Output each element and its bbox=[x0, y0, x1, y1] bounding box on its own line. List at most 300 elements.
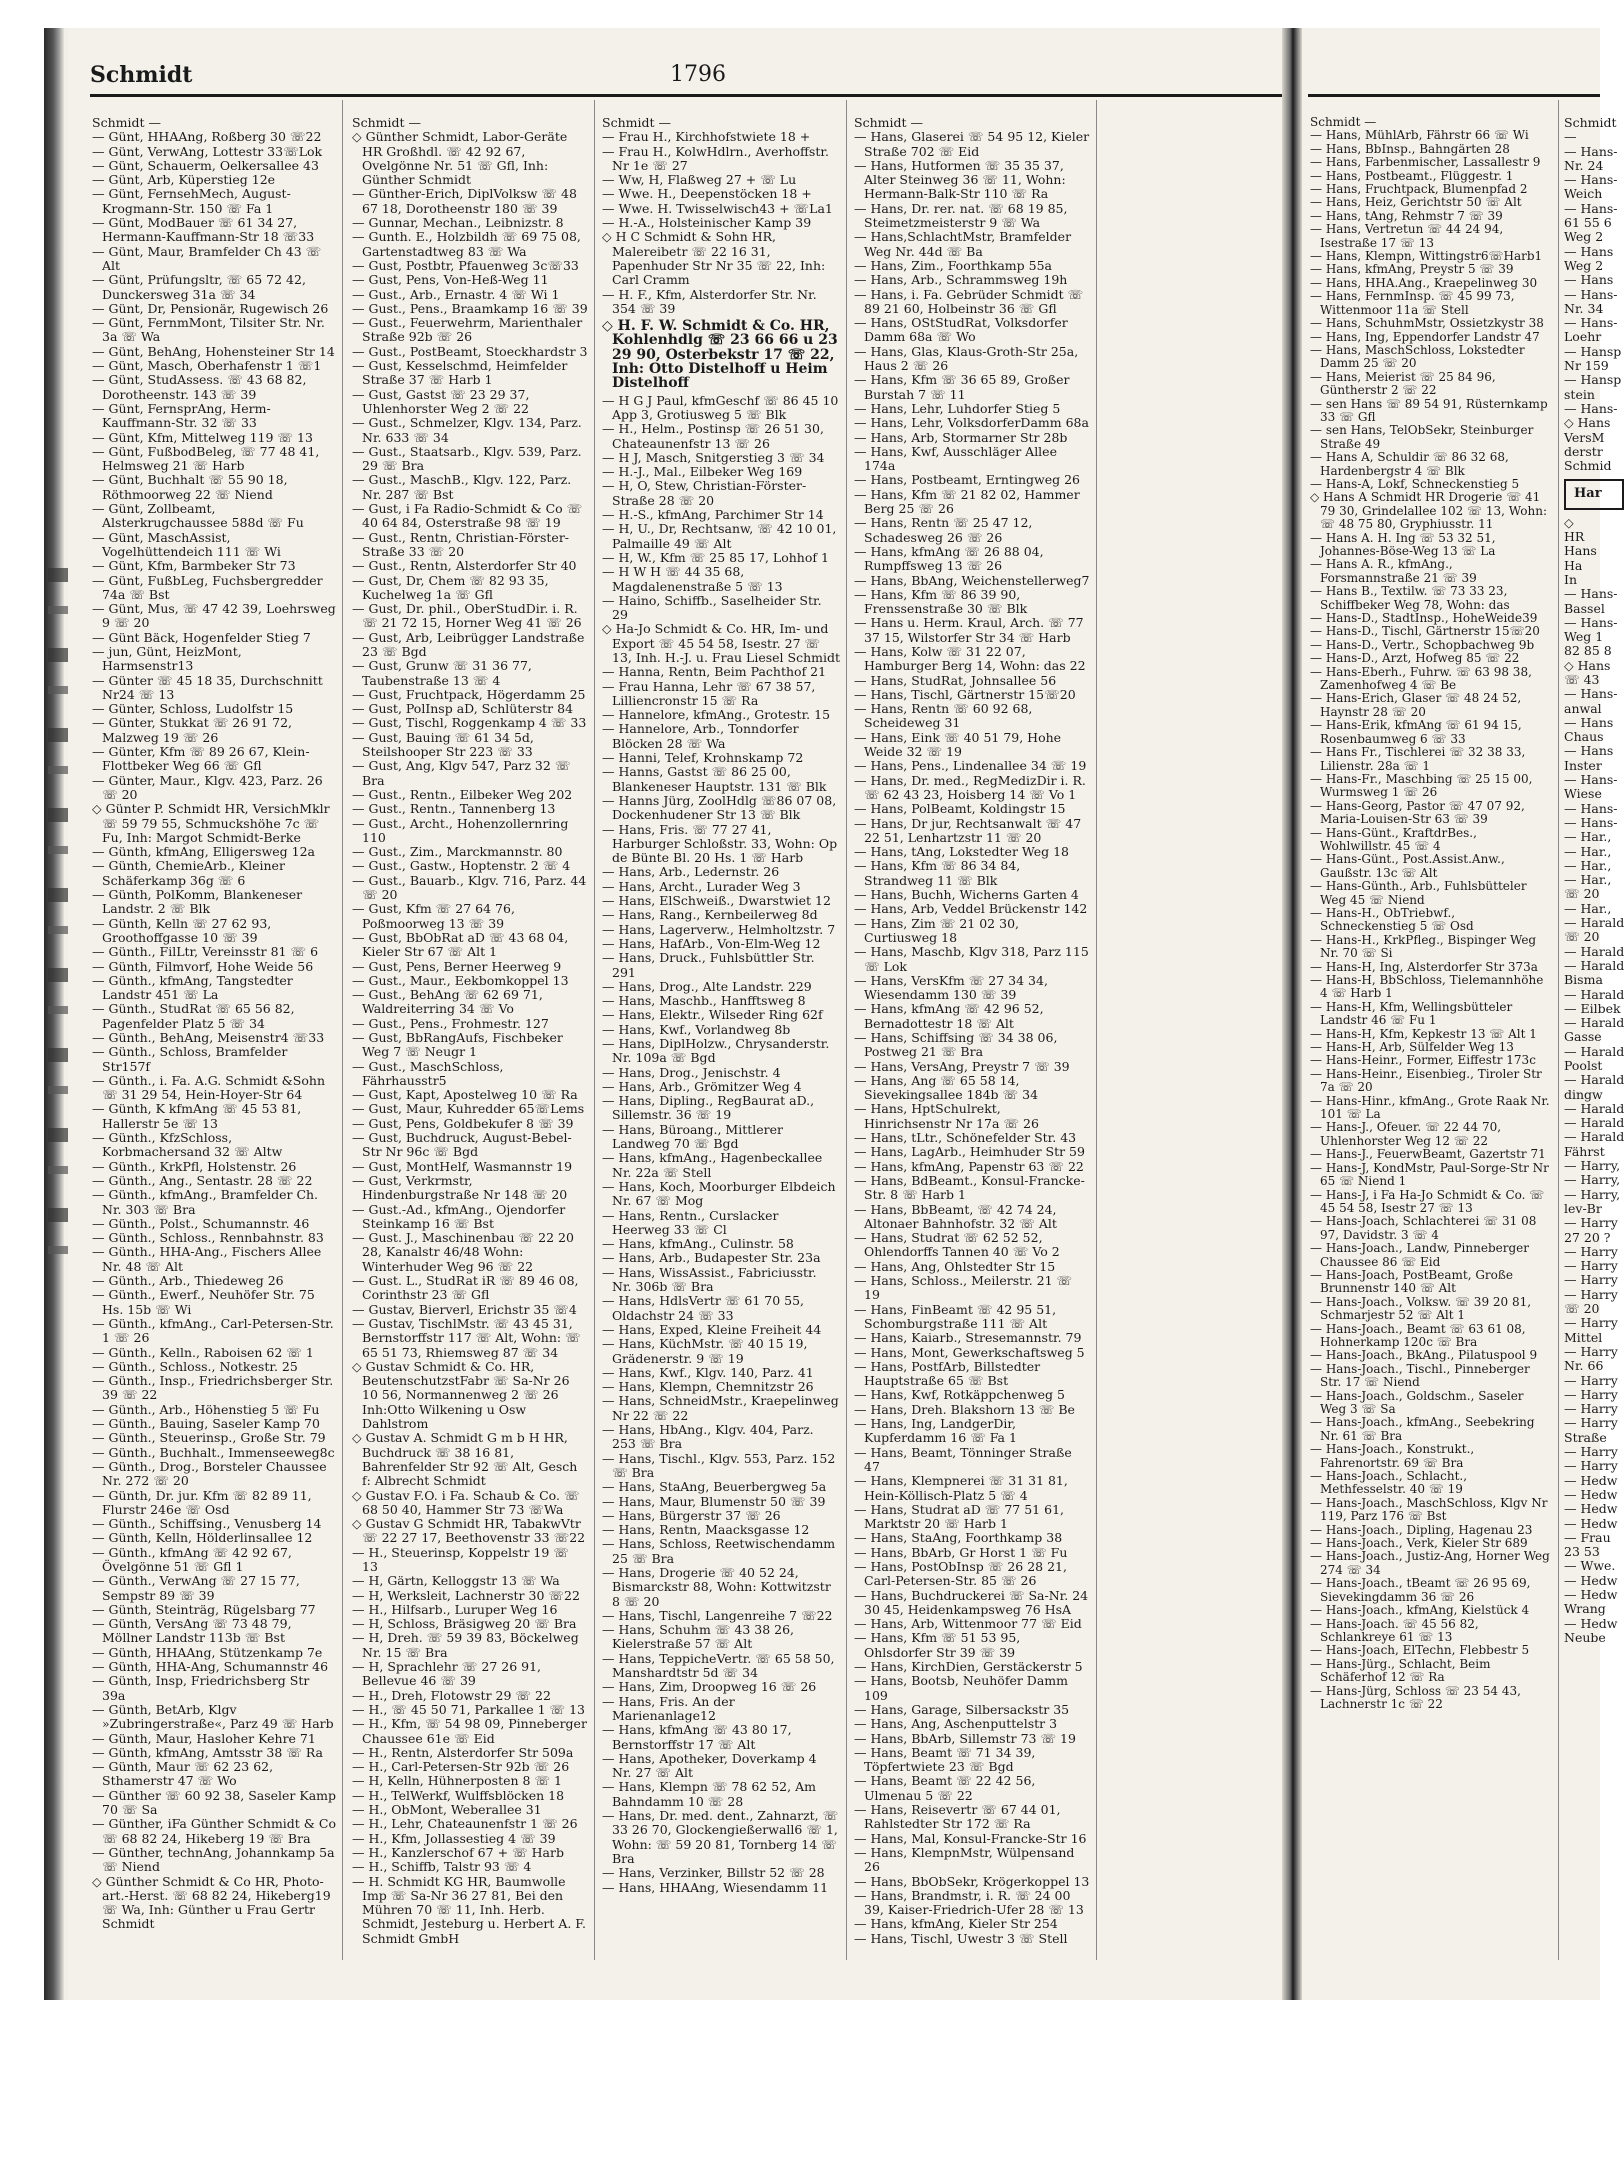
directory-entry: — Hans-Jürg, Schloss ☏ 23 54 43, Lachnerstr 1c ☏ 22 bbox=[1310, 1683, 1521, 1711]
directory-entry: — Günth., Polst., Schumannstr. 46 bbox=[92, 1215, 310, 1231]
directory-entry: — Harald bbox=[1564, 943, 1624, 959]
directory-entry: — Frau H., Kirchhofstwiete 18 + bbox=[602, 129, 811, 145]
directory-entry: — Günth, BetArb, Klgv »Zubringerstraße«, Parz 49 ☏ Harb bbox=[92, 1701, 334, 1732]
directory-entry: — Hans- bbox=[1564, 172, 1618, 188]
directory-entry: — Hans-Joach. ☏ 45 56 82, Schlankreye 61 ☏ 13 bbox=[1310, 1616, 1479, 1644]
directory-entry: — Günth., Steuerinsp., Große Str. 79 bbox=[92, 1430, 326, 1446]
directory-entry: — Hanns Jürg, ZoolHdlg ☏86 07 08, Dockenhudener Str 13 ☏ Blk bbox=[602, 792, 837, 823]
directory-entry: — Gust, PolInsp aD, Schlüterstr 84 bbox=[352, 701, 574, 717]
directory-entry: — Gustav, Bierverl, Erichstr 35 ☏4 bbox=[352, 1301, 577, 1317]
directory-entry: — Gust, Pens, Von-Heß-Weg 11 bbox=[352, 272, 549, 288]
directory-entry: — Hans- bbox=[1564, 200, 1618, 216]
directory-entry: — Hans bbox=[1564, 272, 1614, 288]
directory-entry: — Günther, iFa Günther Schmidt & Co ☏ 68 82 24, Hikeberg 19 ☏ Bra bbox=[92, 1816, 336, 1846]
directory-entry: — Hans A. R., kfmAng., Forsmannstraße 21 ☏ 39 bbox=[1310, 557, 1477, 585]
directory-entry: — Hans-Joach., Beamt ☏ 63 61 08, Hohnerkamp 120c ☏ Bra bbox=[1310, 1321, 1526, 1349]
directory-entry: — Hans, Ang, Ohlstedter Str 15 bbox=[854, 1258, 1056, 1274]
directory-entry: — Harald bbox=[1564, 1015, 1624, 1031]
directory-entry: — Hans, Dreh. Blakshorn 13 ☏ Be bbox=[854, 1401, 1075, 1417]
directory-entry: — Gust., Bauarb., Klgv. 716, Parz. 44 ☏ 20 bbox=[352, 872, 587, 903]
directory-entry: — H.-S., kfmAng, Parchimer Str 14 bbox=[602, 507, 824, 523]
directory-entry: — Gust., Schmelzer, Klgv. 134, Parz. Nr. 633 ☏ 34 bbox=[352, 415, 582, 445]
directory-entry: — Günter, Schloss, Ludolfstr 15 bbox=[92, 701, 294, 717]
directory-entry: — Hans, Fris. ☏ 77 27 41, Harburger Schloßstr. 33, Wohn: Op de Bünte Bl. 20 Hs. 1 ☏ Harb bbox=[602, 821, 838, 866]
directory-entry: Hans bbox=[1564, 543, 1597, 559]
directory-entry: — H J, Masch, Snitgerstieg 3 ☏ 34 bbox=[602, 449, 825, 465]
directory-entry: ◇ H. F. W. Schmidt & Co. HR, Kohlenhdlg ☏ 23 66 66 u 23 29 90, Osterbekstr 17 ☏ 22, Inh: Otto Distelhoff u Heim Distelhoff bbox=[602, 318, 838, 392]
directory-entry: — Hans-Heinr., Former, Eiffestr 173c bbox=[1310, 1053, 1536, 1068]
directory-entry: — Hans, Ang ☏ 65 58 14, Sievekingsallee 184b ☏ 34 bbox=[854, 1072, 1039, 1103]
directory-entry: anwal bbox=[1564, 700, 1602, 716]
directory-entry: — Günth., Drog., Borsteler Chaussee Nr. 272 ☏ 20 bbox=[92, 1458, 327, 1489]
directory-entry: lev-Br bbox=[1564, 1200, 1602, 1216]
column-divider bbox=[846, 100, 847, 1960]
page-header bbox=[90, 62, 1280, 94]
directory-entry: — Gust, i Fa Radio-Schmidt & Co ☏ 40 64 84, Osterstraße 98 ☏ 19 bbox=[352, 501, 583, 531]
directory-entry: Mittel bbox=[1564, 1329, 1603, 1345]
directory-entry: — H., Lehr, Chateaunenfstr 1 ☏ 26 bbox=[352, 1816, 578, 1832]
directory-entry: — Hans, Dipling., RegBaurat aD., Sillemstr. 36 ☏ 19 bbox=[602, 1093, 815, 1123]
directory-entry: — Günt, Arb, Küperstieg 12e bbox=[92, 172, 276, 188]
directory-entry: — Hans, PostfArb, Billstedter Hauptstraße 65 ☏ Bst bbox=[854, 1358, 1041, 1389]
directory-entry: — Hans-J., FeuerwBeamt, Gazertstr 71 bbox=[1310, 1147, 1546, 1162]
directory-entry: — Hans, Arb., Grömitzer Weg 4 bbox=[602, 1078, 802, 1094]
directory-entry: — Hans-Georg, Pastor ☏ 47 07 92, Maria-Louisen-Str 63 ☏ 39 bbox=[1310, 798, 1525, 827]
directory-entry: — Günth., Schloss., Notkestr. 25 bbox=[92, 1358, 298, 1374]
directory-entry: — Günth., Buchhalt., Immenseeweg8c bbox=[92, 1444, 335, 1460]
directory-entry: — Gust, Postbtr, Pfauenweg 3c☏33 bbox=[352, 257, 579, 273]
directory-entry: — Hans, MaschSchloss, Lokstedter Damm 25 ☏ 20 bbox=[1310, 342, 1525, 371]
directory-entry: — Hansp bbox=[1564, 372, 1622, 388]
directory-entry: — Ww, H, Flaßweg 27 + ☏ Lu bbox=[602, 172, 797, 188]
directory-entry: — Günt, FußbodBeleg, ☏ 77 48 41, Helmsweg 21 ☏ Harb bbox=[92, 443, 320, 474]
directory-entry: — Hans, Zim., Foorthkamp 55a bbox=[854, 257, 1052, 273]
directory-entry: Ha bbox=[1564, 557, 1583, 573]
directory-entry: — Hannelore, Arb., Tonndorfer Blöcken 28 ☏ Wa bbox=[602, 721, 799, 751]
directory-entry: — Gust, Dr, Chem ☏ 82 93 35, Kuchelweg 1a ☏ Gfl bbox=[352, 572, 549, 602]
directory-entry: — Hans- bbox=[1564, 614, 1618, 630]
directory-entry: — Harry, bbox=[1564, 1158, 1621, 1174]
directory-entry: — Harry bbox=[1564, 1458, 1618, 1474]
directory-entry: — Hans, Brandmstr, i. R. ☏ 24 00 39, Kaiser-Friedrich-Ufer 28 ☏ 13 bbox=[854, 1887, 1084, 1918]
directory-entry: ◇ bbox=[1564, 514, 1574, 530]
directory-entry: — Hans, Dr jur, Rechtsanwalt ☏ 47 22 51, Lenhartzstr 11 ☏ 20 bbox=[854, 815, 1082, 845]
directory-entry: — Hans-Joach., Konstrukt., Fahrenortstr. 69 ☏ Bra bbox=[1310, 1442, 1475, 1470]
directory-entry: — Hans-Joach, ElTechn, Flebbestr 5 bbox=[1310, 1643, 1530, 1658]
directory-entry: — Hans, Kfm ☏ 86 39 90, Frenssenstraße 30 ☏ Blk bbox=[854, 586, 1028, 617]
directory-entry: — Gust, BbRangAufs, Fischbeker Weg 7 ☏ Neugr 1 bbox=[352, 1030, 563, 1060]
directory-entry: Wiese bbox=[1564, 786, 1602, 802]
directory-entry: — Hans- bbox=[1564, 814, 1618, 830]
directory-entry: Nr. 34 bbox=[1564, 300, 1604, 316]
directory-entry: — Hans, HptSchulrekt, Hinrichsenstr Nr 17a ☏ 26 bbox=[854, 1101, 1039, 1131]
directory-entry: — Hans, Tischl, Langenreihe 7 ☏22 bbox=[602, 1607, 833, 1623]
directory-entry: — Günt, FernsprAng, Herm-Kauffmann-Str. 32 ☏ 33 bbox=[92, 400, 271, 431]
directory-entry: — Hedw bbox=[1564, 1472, 1618, 1488]
directory-entry: — Hans, Beamt ☏ 71 34 39, Töpfertwiete 23 ☏ Bgd bbox=[854, 1744, 1036, 1775]
directory-entry: dingw bbox=[1564, 1086, 1603, 1102]
page-fold bbox=[1282, 28, 1302, 2000]
directory-entry: — Hans bbox=[1564, 714, 1614, 730]
directory-entry: — Günth, ChemieArb., Kleiner Schäferkamp 36g ☏ 6 bbox=[92, 858, 285, 888]
directory-entry: — Hans, HHAAng, Wiesendamm 11 bbox=[602, 1879, 829, 1895]
directory-entry: — Günth., Ewerf., Neuhöfer Str. 75 Hs. 15b ☏ Wi bbox=[92, 1287, 315, 1317]
directory-entry: — Hans, kfmAng ☏ 43 80 17, Bernstorffstr 17 ☏ Alt bbox=[602, 1722, 792, 1752]
directory-entry: — Hans-H, BbSchloss, Tielemannhöhe 4 ☏ Harb 1 bbox=[1310, 973, 1544, 1001]
directory-entry: — Hans-Günt., Post.Assist.Anw., Gaußstr. 13c ☏ Alt bbox=[1310, 852, 1505, 880]
directory-entry: 82 85 8 bbox=[1564, 643, 1612, 659]
scanned-spread bbox=[44, 28, 1624, 2000]
directory-entry: Nr. 24 bbox=[1564, 157, 1604, 173]
directory-entry: — Hans- bbox=[1564, 800, 1618, 816]
directory-entry: — Günth., Ang., Sentastr. 28 ☏ 22 bbox=[92, 1172, 313, 1188]
directory-entry: — H., Schiffb, Talstr 93 ☏ 4 bbox=[352, 1859, 532, 1875]
directory-entry: — Gust., BehAng ☏ 62 69 71, Waldreiterring 34 ☏ Vo bbox=[352, 987, 543, 1017]
directory-entry: — Hans-H, Ing, Alsterdorfer Str 373a bbox=[1310, 959, 1538, 974]
directory-entry: — Hans, Dr. med. dent., Zahnarzt, ☏ 33 26 70, Glockengießerwall6 ☏ 1, Wohn: ☏ 59 20 81, Tornberg 14 ☏ Bra bbox=[602, 1808, 839, 1866]
directory-entry: — Hans, StaAng, Beuerbergweg 5a bbox=[602, 1479, 827, 1495]
directory-entry: — Gust, MontHelf, Wasmannstr 19 bbox=[352, 1158, 573, 1174]
directory-entry: — Hans, Tischl, Gärtnerstr 15☏20 bbox=[854, 686, 1076, 702]
column-divider bbox=[1096, 100, 1097, 1960]
directory-entry: — Günth, Insp, Friedrichsberg Str 39a bbox=[92, 1673, 310, 1703]
directory-entry: — H., Rentn, Alsterdorfer Str 509a bbox=[352, 1744, 574, 1760]
directory-entry: — Hans, Klempn, Chemnitzstr 26 bbox=[602, 1379, 814, 1395]
directory-entry: — Hans bbox=[1564, 243, 1614, 259]
directory-entry: — Gustav, TischlMstr. ☏ 43 45 31, Bernstorffstr 117 ☏ Alt, Wohn: ☏ 65 51 73, Rhiemsweg 87 ☏ 34 bbox=[352, 1315, 581, 1360]
directory-entry: derstr bbox=[1564, 443, 1603, 459]
directory-entry: 27 20 ? bbox=[1564, 1229, 1611, 1245]
directory-entry: — Hans, Fris. An der Marienanlage12 bbox=[602, 1693, 735, 1723]
directory-entry: — Gust., Arb., Ernastr. 4 ☏ Wi 1 bbox=[352, 286, 560, 302]
directory-entry: — Günt, Buchhalt ☏ 55 90 18, Röthmoorweg 22 ☏ Niend bbox=[92, 472, 288, 502]
directory-entry: — Günt, Kfm, Barmbeker Str 73 bbox=[92, 558, 296, 574]
directory-entry: — Hans, Schiffsing ☏ 34 38 06, Postweg 21 ☏ Bra bbox=[854, 1030, 1058, 1060]
directory-entry: — Gust, Ang, Klgv 547, Parz 32 ☏ Bra bbox=[352, 758, 571, 788]
directory-entry: — Hans, Klempnerei ☏ 31 31 81, Hein-Köllisch-Platz 5 ☏ 4 bbox=[854, 1473, 1068, 1503]
directory-entry: ◇ Gustav F.O. i Fa. Schaub & Co. ☏ 68 50 40, Hammer Str 73 ☏Wa bbox=[352, 1487, 580, 1517]
directory-entry: — Hans-Joach., Justiz-Ang, Horner Weg 274 ☏ 34 bbox=[1310, 1549, 1550, 1577]
directory-entry: — Günther ☏ 60 92 38, Saseler Kamp 70 ☏ Sa bbox=[92, 1787, 337, 1818]
directory-entry: — H, Schloss, Bräsigweg 20 ☏ Bra bbox=[352, 1616, 577, 1632]
directory-entry: — Hans, Arb., Ledernstr. 26 bbox=[602, 864, 780, 880]
directory-entry: — Gust.-Ad., kfmAng., Ojendorfer Steinkamp 16 ☏ Bst bbox=[352, 1201, 566, 1231]
directory-entry: — Gust., Pens., Frohmestr. 127 bbox=[352, 1015, 549, 1031]
directory-entry: Weg 2 bbox=[1564, 229, 1604, 245]
directory-entry: — Hans-D., Vertr., Schopbachweg 9b bbox=[1310, 637, 1535, 652]
directory-entry: — Hans, Buchdruckerei ☏ Sa-Nr. 24 30 45, Heidenkampsweg 76 HsA bbox=[854, 1587, 1089, 1617]
directory-entry: — Wwe. bbox=[1564, 1558, 1616, 1574]
directory-entry: — Gust., Feuerwehrm, Marienthaler Straße 92b ☏ 26 bbox=[352, 315, 583, 345]
directory-entry: — Hans, MühlArb, Fährstr 66 ☏ Wi bbox=[1310, 128, 1529, 143]
directory-entry: Wrang bbox=[1564, 1601, 1606, 1617]
directory-entry: — Hans, Garage, Silbersackstr 35 bbox=[854, 1701, 1070, 1717]
directory-entry: — Gust, Pens, Goldbekufer 8 ☏ 39 bbox=[352, 1115, 574, 1131]
directory-entry: Poolst bbox=[1564, 1058, 1603, 1073]
boxed-advert-fragment: Har bbox=[1564, 479, 1624, 509]
directory-entry: — Hans, Kwf, Rotkäppchenweg 5 bbox=[854, 1387, 1065, 1403]
directory-entry: — Günth, Maur, Hasloher Kehre 71 bbox=[92, 1730, 316, 1746]
directory-entry: — Hans, Klempn ☏ 78 62 52, Am Bahndamm 10 ☏ 28 bbox=[602, 1779, 816, 1809]
directory-entry: — Hans, kfmAng, Papenstr 63 ☏ 22 bbox=[854, 1158, 1084, 1174]
directory-entry: — Gust., Zim., Marckmannstr. 80 bbox=[352, 844, 563, 860]
directory-entry: — Hans, Heiz, Gerichtstr 50 ☏ Alt bbox=[1310, 195, 1522, 210]
directory-entry: Schmid bbox=[1564, 458, 1612, 474]
directory-entry: — Günth, Dr. jur. Kfm ☏ 82 89 11, Flurstr 246e ☏ Osd bbox=[92, 1487, 312, 1517]
directory-entry: — Harry bbox=[1564, 1386, 1618, 1402]
directory-entry: ◇ Hans bbox=[1564, 657, 1611, 673]
directory-entry: — Hans, Drog., Alte Landstr. 229 bbox=[602, 978, 812, 994]
directory-entry: In bbox=[1564, 571, 1577, 587]
directory-entry: — Günth., Arb., Thiedeweg 26 bbox=[92, 1273, 284, 1289]
directory-entry: — Hans, DiplHolzw., Chrysanderstr. Nr. 109a ☏ Bgd bbox=[602, 1036, 830, 1066]
directory-entry: — Hans, Lagerverw., Helmholtzstr. 7 bbox=[602, 921, 836, 937]
directory-entry: — Hans, BdBeamt., Konsul-Francke-Str. 8 ☏ Harb 1 bbox=[854, 1172, 1085, 1203]
directory-entry: — Gust. J., Maschinenbau ☏ 22 20 28, Kanalstr 46/48 Wohn: Winterhuder Weg 96 ☏ 22 bbox=[352, 1230, 574, 1274]
directory-entry: — Hans, Kfm ☏ 51 53 95, Ohlsdorfer Str 39 ☏ 39 bbox=[854, 1630, 1021, 1660]
directory-entry: — Günt, MaschAssist, Vogelhüttendeich 111 ☏ Wi bbox=[92, 529, 281, 559]
directory-entry: — H, Werksleit, Lachnerstr 30 ☏22 bbox=[352, 1587, 580, 1603]
column-5 bbox=[1310, 116, 1550, 1711]
directory-entry: — Hans-Joach., kfmAng, Kielstück 4 bbox=[1310, 1603, 1530, 1618]
directory-entry: — Günth., kfmAng., Bramfelder Ch. Nr. 303 ☏ Bra bbox=[92, 1187, 319, 1217]
directory-entry: — Hans, Mont, Gewerkschaftsweg 5 bbox=[854, 1344, 1085, 1360]
directory-entry: — Hans, kfmAng, Preystr 5 ☏ 39 bbox=[1310, 262, 1514, 277]
directory-entry: — Harald bbox=[1564, 957, 1624, 973]
directory-entry: — Hans, SchuhmMstr, Ossietzkystr 38 bbox=[1310, 316, 1544, 331]
directory-entry: — Harry bbox=[1564, 1243, 1618, 1259]
directory-entry: — Günth., StudRat ☏ 65 56 82, Pagenfelder Platz 5 ☏ 34 bbox=[92, 1001, 295, 1031]
directory-entry: — Haino, Schiffb., Saselheider Str. 29 bbox=[602, 592, 822, 623]
directory-entry: — Hans-A, Lokf, Schneckenstieg 5 bbox=[1310, 476, 1520, 491]
directory-entry: — Hans, Maschb., Hanfftsweg 8 bbox=[602, 993, 806, 1009]
directory-entry: — Günth., FilLtr, Vereinsstr 81 ☏ 6 bbox=[92, 944, 319, 960]
directory-entry: — Hans, Rang., Kernbeilerweg 8d bbox=[602, 907, 818, 923]
directory-entry: — Hans-Jürg., Schlacht, Beim Schäferhof 12 ☏ Ra bbox=[1310, 1656, 1491, 1685]
directory-entry: — Günt, Zollbeamt, Alsterkrugchaussee 588d ☏ Fu bbox=[92, 501, 304, 531]
directory-entry: — H, Sprachlehr ☏ 27 26 91, Bellevue 46 ☏ 39 bbox=[352, 1659, 542, 1689]
directory-entry: — Hans, Ing, Eppendorfer Landstr 47 bbox=[1310, 329, 1540, 344]
directory-entry: — Hans, kfmAng., Hagenbeckallee Nr. 22a ☏ Stell bbox=[602, 1150, 823, 1180]
directory-entry: — Hans, HdlsVertr ☏ 61 70 55, Oldachstr 24 ☏ 33 bbox=[602, 1293, 805, 1323]
directory-entry: — Hans, Maschb, Klgv 318, Parz 115 ☏ Lok bbox=[854, 944, 1089, 974]
directory-entry: — Hans, Kfm ☏ 21 82 02, Hammer Berg 25 ☏ 26 bbox=[854, 486, 1080, 517]
directory-entry: — Gust, Kesselschmd, Heimfelder Straße 37 ☏ Harb 1 bbox=[352, 358, 568, 388]
directory-entry: — Hans, ElSchweiß., Dwarstwiet 12 bbox=[602, 893, 831, 909]
directory-entry: — Hans, tAng, Rehmstr 7 ☏ 39 bbox=[1310, 208, 1503, 223]
directory-entry: — Hans A, Schuldir ☏ 86 32 68, Hardenbergstr 4 ☏ Blk bbox=[1310, 450, 1509, 478]
column-4 bbox=[854, 116, 1090, 1946]
directory-entry: — Günter ☏ 45 18 35, Durchschnitt Nr24 ☏ 13 bbox=[92, 672, 323, 702]
directory-entry: ◇ Günther Schmidt, Labor-Geräte HR Großhdl. ☏ 42 92 67, Ovelgönne Nr. 51 ☏ Gfl, Inh: Günther Schmidt bbox=[352, 129, 568, 188]
directory-entry: Straße bbox=[1564, 1429, 1607, 1445]
directory-entry: — Hans, Lehr, Luhdorfer Stieg 5 bbox=[854, 400, 1061, 416]
directory-entry: — Gust., Gastw., Hoptenstr. 2 ☏ 4 bbox=[352, 858, 571, 874]
directory-entry: Fährst bbox=[1564, 1143, 1605, 1159]
directory-entry: — Hans-Joach., BkAng., Pilatuspool 9 bbox=[1310, 1348, 1538, 1363]
directory-entry: — Hans, tLtr., Schönefelder Str. 43 bbox=[854, 1130, 1077, 1146]
directory-entry: — Gust., Rentn, Christian-Förster-Straße 33 ☏ 20 bbox=[352, 529, 570, 559]
directory-entry: — H, U., Dr, Rechtsanw, ☏ 42 10 01, Palmaille 49 ☏ Alt bbox=[602, 521, 837, 551]
directory-entry: ☏ 43 bbox=[1564, 671, 1600, 687]
directory-entry: — Hans-Joach., kfmAng., Seebekring Nr. 61 ☏ Bra bbox=[1310, 1415, 1535, 1443]
directory-entry: — Gust, Grunw ☏ 31 36 77, Taubenstraße 13 ☏ 4 bbox=[352, 658, 532, 688]
directory-entry: — H., Hilfsarb., Luruper Weg 16 bbox=[352, 1601, 558, 1617]
directory-entry: — Gust, Bauing ☏ 61 34 5d, Steilshooper Str 223 ☏ 33 bbox=[352, 729, 534, 760]
directory-entry: ◇ Ha-Jo Schmidt & Co. HR, Im- und Export ☏ 45 54 58, Isestr. 27 ☏ 13, Inh. H.-J. u. Frau Liesel Schmidt bbox=[602, 621, 841, 665]
directory-entry: — Harry bbox=[1564, 1315, 1618, 1331]
directory-entry: — Gust., Rentn., Tannenberg 13 bbox=[352, 801, 556, 817]
directory-entry: — Hans, FinBeamt ☏ 42 95 51, Schomburgstraße 111 ☏ Alt bbox=[854, 1301, 1057, 1331]
directory-entry: — Günth., HHA-Ang., Fischers Allee Nr. 48 ☏ Alt bbox=[92, 1244, 322, 1274]
directory-entry: — Hans, Meierist ☏ 25 84 96, Güntherstr 2 ☏ 22 bbox=[1310, 369, 1496, 398]
directory-entry: — Günth., Schiffsing., Venusberg 14 bbox=[92, 1516, 322, 1532]
directory-entry: — Hans, LagArb., Heimhuder Str 59 bbox=[854, 1144, 1085, 1160]
directory-entry: — Hans, Studrat ☏ 62 52 52, Ohlendorffs Tannen 40 ☏ Vo 2 bbox=[854, 1230, 1060, 1260]
directory-entry: — Hans, BbArb, Sillemstr 73 ☏ 19 bbox=[854, 1730, 1076, 1746]
directory-entry: — H., Helm., Postinsp ☏ 26 51 30, Chateaunenfstr 13 ☏ 26 bbox=[602, 421, 824, 451]
directory-entry: — Hans, Zim, Droopweg 16 ☏ 26 bbox=[602, 1679, 817, 1695]
directory-entry: — H. F., Kfm, Alsterdorfer Str. Nr. 354 ☏ 39 bbox=[602, 286, 817, 316]
directory-entry: — Hanns, Gastst ☏ 86 25 00, Blankeneser Hauptstr. 131 ☏ Blk bbox=[602, 764, 827, 794]
column-divider bbox=[1558, 100, 1559, 1960]
directory-entry: — Günth, K kfmAng ☏ 45 53 81, Hallerstr 5e ☏ 13 bbox=[92, 1101, 302, 1131]
directory-entry: — Günt, Dr, Pensionär, Rugewisch 26 bbox=[92, 300, 329, 316]
directory-entry: — Hans, Bürgerstr 37 ☏ 26 bbox=[602, 1507, 781, 1523]
directory-entry: — Harry bbox=[1564, 1415, 1618, 1431]
directory-entry: — Hans, Mal, Konsul-Francke-Str 16 bbox=[854, 1830, 1087, 1846]
directory-entry: — H W H ☏ 44 35 68, Magdalenenstraße 5 ☏ 13 bbox=[602, 564, 783, 594]
directory-entry: — Günt, Kfm, Mittelweg 119 ☏ 13 bbox=[92, 429, 313, 445]
directory-entry: — Hans, Kwf., Vorlandweg 8b bbox=[602, 1021, 791, 1037]
directory-entry: — Hans, Fruchtpack, Blumenpfad 2 bbox=[1310, 182, 1528, 197]
directory-entry: — Hans, Koch, Moorburger Elbdeich Nr. 67 ☏ Mog bbox=[602, 1178, 836, 1209]
directory-entry: — Hans, Apotheker, Doverkamp 4 Nr. 27 ☏ Alt bbox=[602, 1750, 817, 1781]
directory-entry: — Günt, StudAssess. ☏ 43 68 82, Dorotheenstr. 143 ☏ 39 bbox=[92, 372, 307, 402]
directory-entry: — Hansp bbox=[1564, 343, 1622, 359]
directory-entry: 23 53 bbox=[1564, 1544, 1600, 1560]
directory-entry: — Hans, Farbenmischer, Lassallestr 9 bbox=[1310, 155, 1541, 170]
directory-entry: — Günter, Kfm ☏ 89 26 67, Klein-Flottbeker Weg 66 ☏ Gfl bbox=[92, 744, 310, 774]
directory-entry: — Günth., VerwAng ☏ 27 15 77, Sempstr 89 ☏ 39 bbox=[92, 1573, 300, 1603]
directory-entry: — Günth., Kelln., Raboisen 62 ☏ 1 bbox=[92, 1344, 314, 1360]
directory-entry: — Hans, Rentn, Maacksgasse 12 bbox=[602, 1522, 810, 1538]
directory-entry: — Hans, Rentn., Curslacker Heerweg 33 ☏ Cl bbox=[602, 1207, 779, 1237]
directory-entry: — Hans, WissAssist., Fabriciusstr. Nr. 306b ☏ Bra bbox=[602, 1264, 817, 1295]
directory-entry: — Günt, VerwAng, Lottestr 33☏Lok bbox=[92, 143, 323, 159]
directory-entry: — Hans- bbox=[1564, 400, 1618, 416]
directory-entry: — Hans- bbox=[1564, 143, 1618, 159]
directory-entry: — Hans, Ang, Aschenputtelstr 3 bbox=[854, 1716, 1058, 1732]
directory-entry: — Gust, Maur, Kuhredder 65☏Lems bbox=[352, 1101, 585, 1117]
directory-entry: ☏ 20 bbox=[1564, 929, 1600, 945]
directory-entry: ☏ 20 bbox=[1564, 886, 1600, 902]
directory-entry: — Hans, Kaiarb., Stresemannstr. 79 bbox=[854, 1330, 1082, 1346]
directory-entry: — Hans, Arb., Schrammsweg 19h bbox=[854, 272, 1068, 288]
directory-entry: — Hans-Joach., MaschSchloss, Klgv Nr 119, Parz 176 ☏ Bst bbox=[1310, 1495, 1548, 1524]
directory-entry: — Hans-Günt., KraftdrBes., Wohlwillstr. 45 ☏ 4 bbox=[1310, 825, 1477, 853]
directory-entry: — Hans-Erich, Glaser ☏ 48 24 52, Haynstr 28 ☏ 20 bbox=[1310, 691, 1522, 719]
directory-entry: — Günther-Erich, DiplVolksw ☏ 48 67 18, Dorotheenstr 180 ☏ 39 bbox=[352, 186, 577, 216]
directory-entry: — Hans, FernmInsp. ☏ 45 99 73, Wittenmoor 11a ☏ Stell bbox=[1310, 289, 1515, 317]
directory-entry: — Günt, Prüfungsltr, ☏ 65 72 42, Dunckersweg 31a ☏ 34 bbox=[92, 272, 306, 302]
directory-entry: — Hans-Joach., Landw, Pinneberger Chaussee 86 ☏ Eid bbox=[1310, 1241, 1529, 1269]
directory-entry: — Hans- bbox=[1564, 586, 1618, 602]
directory-entry: ◇ Gustav A. Schmidt G m b H HR, Buchdruck ☏ 38 16 81, Bahrenfelder Str 92 ☏ Alt, Gesch f: Albrecht Schmidt bbox=[352, 1430, 578, 1489]
directory-entry: — Günt, Schauerm, Oelkersallee 43 bbox=[92, 157, 319, 173]
directory-entry: — Hans, OStStudRat, Volksdorfer Damm 68a ☏ Wo bbox=[854, 315, 1068, 345]
directory-entry: — Harald bbox=[1564, 986, 1624, 1002]
directory-entry: — Hans, Schuhm ☏ 43 38 26, Kielerstraße 57 ☏ Alt bbox=[602, 1622, 795, 1652]
directory-entry: — Frau bbox=[1564, 1529, 1611, 1545]
directory-entry: — Hans Fr., Tischlerei ☏ 32 38 33, Lilienstr. 28a ☏ 1 bbox=[1310, 745, 1526, 773]
directory-entry: — Hans, Postbeamt., Flüggestr. 1 bbox=[1310, 168, 1514, 183]
directory-entry: — Hans, VersAng, Preystr 7 ☏ 39 bbox=[854, 1058, 1070, 1074]
directory-entry: — Günt, FernmMont, Tilsiter Str. Nr. 3a ☏ Wa bbox=[92, 315, 325, 345]
directory-entry: — Hanni, Telef, Krohnskamp 72 bbox=[602, 750, 804, 766]
directory-entry: — Hans bbox=[1564, 743, 1614, 759]
page-number: 1796 bbox=[670, 62, 726, 87]
column-divider bbox=[342, 100, 343, 1960]
directory-entry: — Hans, SchneidMstr., Kraepelinweg Nr 22 ☏ 22 bbox=[602, 1393, 839, 1423]
directory-entry: — Günth., Schloss., Rennbahnstr. 83 bbox=[92, 1230, 324, 1246]
directory-entry: — Harald bbox=[1564, 1129, 1624, 1145]
directory-entry: — H.-J., Mal., Eilbeker Weg 169 bbox=[602, 464, 803, 480]
directory-entry: — Hans- bbox=[1564, 315, 1618, 331]
directory-entry: — Günth., Bauing, Saseler Kamp 70 bbox=[92, 1416, 320, 1432]
directory-entry: — Hans, Vertretun ☏ 44 24 94, Isestraße 17 ☏ 13 bbox=[1310, 222, 1504, 250]
directory-entry: — Hans-Joach., Schlacht., Methfesselstr. 40 ☏ 19 bbox=[1310, 1469, 1468, 1497]
directory-entry: Bisma bbox=[1564, 972, 1603, 988]
directory-entry: — Hans, HbAng., Klgv. 404, Parz. 253 ☏ Bra bbox=[602, 1422, 814, 1452]
column-3 bbox=[602, 116, 840, 1895]
directory-entry: — H, Gärtn, Kelloggstr 13 ☏ Wa bbox=[352, 1573, 560, 1589]
directory-entry: — Hans, Tischl., Klgv. 553, Parz. 152 ☏ Bra bbox=[602, 1450, 836, 1480]
directory-entry: — Hans- bbox=[1564, 772, 1618, 788]
directory-entry: ◇ Günther Schmidt & Co HR, Photo-art.-Herst. ☏ 68 82 24, Hikeberg19 ☏ Wa, Inh: Günther u Frau Gertr Schmidt bbox=[92, 1873, 331, 1932]
directory-entry: — Hans, Klempn, Wittingstr6☏Harb1 bbox=[1310, 249, 1543, 264]
directory-entry: — Hans B., Textilw. ☏ 73 33 23, Schiffbeker Weg 78, Wohn: das bbox=[1310, 584, 1510, 612]
directory-entry: — Wwe. H. Twisselwisch43 + ☏La1 bbox=[602, 200, 833, 216]
directory-entry: — Hans, Arb, Wittenmoor 77 ☏ Eid bbox=[854, 1616, 1082, 1632]
directory-entry: — H, Dreh. ☏ 59 39 83, Böckelweg Nr. 15 ☏ Bra bbox=[352, 1630, 579, 1660]
directory-entry: — Harry bbox=[1564, 1444, 1618, 1460]
directory-entry: — Gust, Arb, Leibrügger Landstraße 23 ☏ Bgd bbox=[352, 629, 585, 659]
directory-entry: — Hans, Lehr, VolksdorferDamm 68a bbox=[854, 415, 1089, 431]
directory-entry: — Hans, Kwf, Ausschläger Allee 174a bbox=[854, 443, 1057, 474]
directory-entry: — jun, Günt, HeizMont, Harmsenstr13 bbox=[92, 643, 242, 674]
directory-entry: — Hanna, Rentn, Beim Pachthof 21 bbox=[602, 664, 827, 680]
directory-entry: — Gust., MaschSchloss, Fährhausstr5 bbox=[352, 1058, 504, 1088]
directory-entry: — Harry, bbox=[1564, 1172, 1621, 1188]
directory-entry: — H., TelWerkf, Wulffsblöcken 18 bbox=[352, 1787, 565, 1803]
directory-entry: — Har., bbox=[1564, 872, 1612, 888]
directory-entry: — Hans, Studrat aD ☏ 77 51 61, Marktstr 20 ☏ Harb 1 bbox=[854, 1501, 1064, 1532]
directory-entry: — Gust., Archt., Hohenzollernring 110 bbox=[352, 815, 569, 845]
directory-entry: — Hedw bbox=[1564, 1486, 1618, 1502]
directory-entry: — Hans u. Herm. Kraul, Arch. ☏ 77 37 15, Wilstorfer Str 34 ☏ Harb bbox=[854, 615, 1084, 645]
directory-entry: — H., Carl-Petersen-Str 92b ☏ 26 bbox=[352, 1759, 570, 1775]
directory-entry: — Hans, BbObSekr, Krögerkoppel 13 bbox=[854, 1873, 1090, 1889]
directory-entry: — Günter, Maur., Klgv. 423, Parz. 26 ☏ 20 bbox=[92, 772, 323, 802]
directory-entry: — Günth., Schloss, Bramfelder Str157f bbox=[92, 1044, 288, 1074]
directory-entry: ◇ Hans A Schmidt HR Drogerie ☏ 41 79 30, Grindelallee 102 ☏ 13, Wohn: ☏ 48 75 80, Gryphiusstr. 11 bbox=[1310, 490, 1548, 532]
directory-entry: — Harry bbox=[1564, 1215, 1618, 1231]
directory-entry: Inster bbox=[1564, 757, 1602, 773]
column-1 bbox=[92, 116, 336, 1932]
directory-entry: — Hans, TeppicheVertr. ☏ 65 58 50, Manshardtstr 5d ☏ 34 bbox=[602, 1650, 835, 1681]
directory-entry: — H., ☏ 45 50 71, Parkallee 1 ☏ 13 bbox=[352, 1701, 586, 1717]
